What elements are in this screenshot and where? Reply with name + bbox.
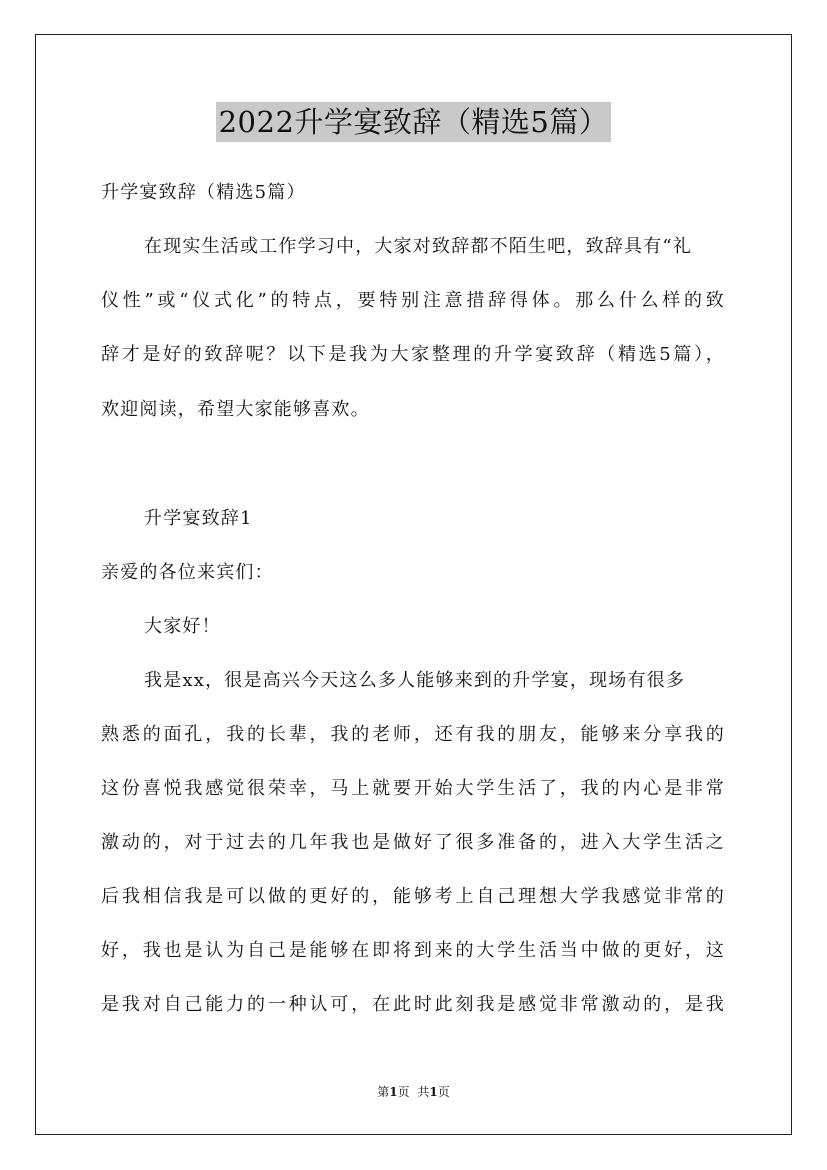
intro-line-4: 欢迎阅读，希望大家能够喜欢。 — [101, 399, 370, 420]
footer-page-suffix: 页 — [397, 1085, 410, 1099]
salutation: 亲爱的各位来宾们： — [101, 562, 274, 583]
intro-line-2: 仪性”或“仪式化”的特点，要特别注意措辞得体。那么什么样的致 — [101, 290, 725, 311]
body-line-2: 熟悉的面孔，我的长辈，我的老师，还有我的朋友，能够来分享我的 — [101, 724, 725, 745]
body-line-3: 这份喜悦我感觉很荣幸，马上就要开始大学生活了，我的内心是非常 — [101, 778, 725, 799]
footer-total-number: 1 — [429, 1085, 438, 1099]
subtitle: 升学宴致辞（精选5篇） — [101, 182, 306, 203]
intro-line-3: 辞才是好的致辞呢？以下是我为大家整理的升学宴致辞（精选5篇）， — [101, 344, 725, 365]
body-line-6: 好，我也是认为自己是能够在即将到来的大学生活当中做的更好，这 — [101, 940, 725, 961]
body-line-5: 后我相信我是可以做的更好的，能够考上自己理想大学我感觉非常的 — [101, 886, 725, 907]
footer-total-prefix: 共 — [417, 1085, 430, 1099]
body-line-4: 激动的，对于过去的几年我也是做好了很多准备的，进入大学生活之 — [101, 832, 725, 853]
document-title-text: 2022升学宴致辞（精选5篇） — [216, 102, 612, 142]
body-line-7: 是我对自己能力的一种认可，在此时此刻我是感觉非常激动的，是我 — [101, 994, 725, 1015]
footer-page-prefix: 第 — [377, 1085, 390, 1099]
intro-line-1: 在现实生活或工作学习中，大家对致辞都不陌生吧，致辞具有“礼 — [144, 236, 692, 257]
body-line-1: 我是xx，很是高兴今天这么多人能够来到的升学宴，现场有很多 — [144, 670, 686, 691]
footer-total-suffix: 页 — [437, 1085, 450, 1099]
greeting: 大家好！ — [144, 616, 221, 637]
page-footer — [0, 1084, 827, 1100]
document-title — [0, 102, 827, 142]
section-heading: 升学宴致辞1 — [144, 508, 253, 529]
footer-page-number: 1 — [389, 1085, 398, 1099]
